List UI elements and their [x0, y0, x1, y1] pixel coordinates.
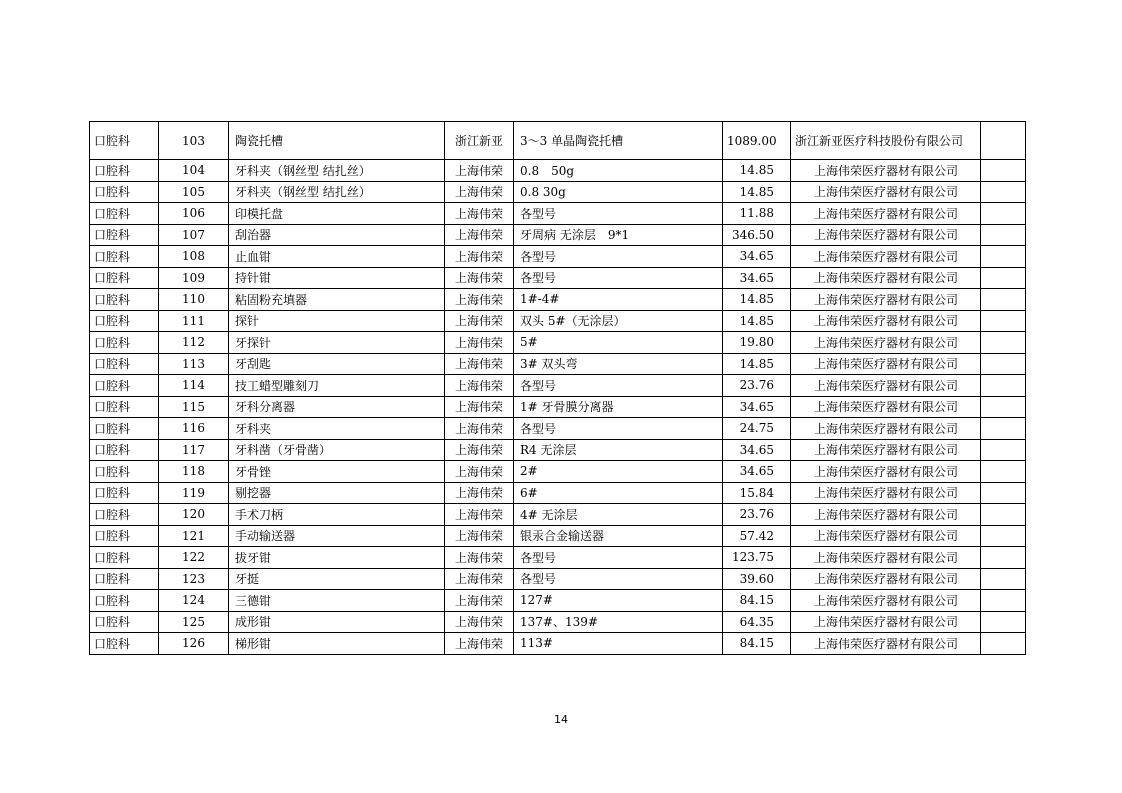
- serial-number-cell: 109: [159, 267, 229, 289]
- company-cell: 上海伟荣医疗器材有限公司: [791, 525, 981, 547]
- blank-cell: [981, 439, 1026, 461]
- table-row: [90, 439, 1026, 461]
- department-cell: 口腔科: [90, 525, 159, 547]
- table-row: [90, 122, 1026, 160]
- table-row: [90, 633, 1026, 655]
- brand-cell: 浙江新亚: [445, 122, 514, 160]
- company-cell: 上海伟荣医疗器材有限公司: [791, 267, 981, 289]
- blank-cell: [981, 160, 1026, 182]
- company-cell: 上海伟荣医疗器材有限公司: [791, 547, 981, 569]
- blank-cell: [981, 482, 1026, 504]
- price-cell: 346.50: [723, 224, 791, 246]
- brand-cell: 上海伟荣: [445, 461, 514, 483]
- company-cell: 上海伟荣医疗器材有限公司: [791, 332, 981, 354]
- brand-cell: 上海伟荣: [445, 160, 514, 182]
- price-cell: 64.35: [723, 611, 791, 633]
- serial-number-cell: 119: [159, 482, 229, 504]
- brand-cell: 上海伟荣: [445, 611, 514, 633]
- price-cell: 84.15: [723, 590, 791, 612]
- table-row: [90, 181, 1026, 203]
- specification-cell: 6#: [514, 482, 723, 504]
- department-cell: 口腔科: [90, 289, 159, 311]
- brand-cell: 上海伟荣: [445, 504, 514, 526]
- department-cell: 口腔科: [90, 568, 159, 590]
- price-cell: 23.76: [723, 504, 791, 526]
- product-name-cell: 剔挖器: [229, 482, 445, 504]
- product-name-cell: 手术刀柄: [229, 504, 445, 526]
- price-cell: 39.60: [723, 568, 791, 590]
- price-cell: 34.65: [723, 439, 791, 461]
- brand-cell: 上海伟荣: [445, 203, 514, 225]
- price-cell: 34.65: [723, 246, 791, 268]
- specification-cell: 各型号: [514, 568, 723, 590]
- department-cell: 口腔科: [90, 504, 159, 526]
- serial-number-cell: 116: [159, 418, 229, 440]
- product-name-cell: 粘固粉充填器: [229, 289, 445, 311]
- blank-cell: [981, 224, 1026, 246]
- product-name-cell: 拔牙钳: [229, 547, 445, 569]
- price-cell: 14.85: [723, 289, 791, 311]
- product-name-cell: 牙科凿（牙骨凿）: [229, 439, 445, 461]
- company-cell: 上海伟荣医疗器材有限公司: [791, 246, 981, 268]
- blank-cell: [981, 203, 1026, 225]
- specification-cell: 3～3 单晶陶瓷托槽: [514, 122, 723, 160]
- serial-number-cell: 124: [159, 590, 229, 612]
- specification-cell: 银汞合金输送器: [514, 525, 723, 547]
- brand-cell: 上海伟荣: [445, 181, 514, 203]
- department-cell: 口腔科: [90, 332, 159, 354]
- department-cell: 口腔科: [90, 203, 159, 225]
- table-row: [90, 482, 1026, 504]
- company-cell: 上海伟荣医疗器材有限公司: [791, 590, 981, 612]
- company-cell: 上海伟荣医疗器材有限公司: [791, 568, 981, 590]
- table-row: [90, 611, 1026, 633]
- serial-number-cell: 125: [159, 611, 229, 633]
- serial-number-cell: 106: [159, 203, 229, 225]
- specification-cell: R4 无涂层: [514, 439, 723, 461]
- blank-cell: [981, 122, 1026, 160]
- table-row: [90, 353, 1026, 375]
- serial-number-cell: 117: [159, 439, 229, 461]
- blank-cell: [981, 246, 1026, 268]
- brand-cell: 上海伟荣: [445, 568, 514, 590]
- product-name-cell: 持针钳: [229, 267, 445, 289]
- brand-cell: 上海伟荣: [445, 633, 514, 655]
- company-cell: 上海伟荣医疗器材有限公司: [791, 461, 981, 483]
- price-cell: 23.76: [723, 375, 791, 397]
- company-cell: 上海伟荣医疗器材有限公司: [791, 504, 981, 526]
- blank-cell: [981, 418, 1026, 440]
- table-row: [90, 203, 1026, 225]
- specification-cell: 113#: [514, 633, 723, 655]
- brand-cell: 上海伟荣: [445, 418, 514, 440]
- department-cell: 口腔科: [90, 396, 159, 418]
- brand-cell: 上海伟荣: [445, 375, 514, 397]
- table-row: [90, 568, 1026, 590]
- product-name-cell: 止血钳: [229, 246, 445, 268]
- product-name-cell: 牙科夹（钢丝型 结扎丝）: [229, 181, 445, 203]
- price-cell: 57.42: [723, 525, 791, 547]
- department-cell: 口腔科: [90, 547, 159, 569]
- table-row: [90, 375, 1026, 397]
- price-cell: 14.85: [723, 353, 791, 375]
- department-cell: 口腔科: [90, 482, 159, 504]
- serial-number-cell: 108: [159, 246, 229, 268]
- brand-cell: 上海伟荣: [445, 525, 514, 547]
- department-cell: 口腔科: [90, 461, 159, 483]
- company-cell: 上海伟荣医疗器材有限公司: [791, 289, 981, 311]
- department-cell: 口腔科: [90, 439, 159, 461]
- company-cell: 上海伟荣医疗器材有限公司: [791, 353, 981, 375]
- product-name-cell: 牙骨锉: [229, 461, 445, 483]
- blank-cell: [981, 332, 1026, 354]
- price-cell: 34.65: [723, 267, 791, 289]
- department-cell: 口腔科: [90, 160, 159, 182]
- specification-cell: 各型号: [514, 246, 723, 268]
- brand-cell: 上海伟荣: [445, 396, 514, 418]
- table-row: [90, 525, 1026, 547]
- specification-cell: 各型号: [514, 547, 723, 569]
- company-cell: 上海伟荣医疗器材有限公司: [791, 203, 981, 225]
- specification-cell: 3# 双头弯: [514, 353, 723, 375]
- company-cell: 上海伟荣医疗器材有限公司: [791, 633, 981, 655]
- blank-cell: [981, 547, 1026, 569]
- blank-cell: [981, 568, 1026, 590]
- table-row: [90, 590, 1026, 612]
- company-cell: 上海伟荣医疗器材有限公司: [791, 396, 981, 418]
- specification-cell: 各型号: [514, 375, 723, 397]
- price-table: [89, 121, 1026, 655]
- blank-cell: [981, 633, 1026, 655]
- department-cell: 口腔科: [90, 267, 159, 289]
- table-row: [90, 224, 1026, 246]
- table-row: [90, 267, 1026, 289]
- table-row: [90, 289, 1026, 311]
- company-cell: 上海伟荣医疗器材有限公司: [791, 181, 981, 203]
- blank-cell: [981, 267, 1026, 289]
- specification-cell: 4# 无涂层: [514, 504, 723, 526]
- table-row: [90, 396, 1026, 418]
- table-row: [90, 310, 1026, 332]
- brand-cell: 上海伟荣: [445, 482, 514, 504]
- company-cell: 上海伟荣医疗器材有限公司: [791, 160, 981, 182]
- company-cell: 上海伟荣医疗器材有限公司: [791, 439, 981, 461]
- specification-cell: 各型号: [514, 418, 723, 440]
- brand-cell: 上海伟荣: [445, 289, 514, 311]
- product-name-cell: 梯形钳: [229, 633, 445, 655]
- brand-cell: 上海伟荣: [445, 439, 514, 461]
- specification-cell: 各型号: [514, 203, 723, 225]
- department-cell: 口腔科: [90, 122, 159, 160]
- serial-number-cell: 126: [159, 633, 229, 655]
- table-row: [90, 418, 1026, 440]
- serial-number-cell: 107: [159, 224, 229, 246]
- department-cell: 口腔科: [90, 353, 159, 375]
- table-body: [90, 122, 1026, 655]
- department-cell: 口腔科: [90, 310, 159, 332]
- price-cell: 11.88: [723, 203, 791, 225]
- product-name-cell: 牙科分离器: [229, 396, 445, 418]
- product-name-cell: 牙科夹（钢丝型 结扎丝）: [229, 160, 445, 182]
- serial-number-cell: 118: [159, 461, 229, 483]
- price-cell: 123.75: [723, 547, 791, 569]
- serial-number-cell: 112: [159, 332, 229, 354]
- blank-cell: [981, 310, 1026, 332]
- product-name-cell: 陶瓷托槽: [229, 122, 445, 160]
- blank-cell: [981, 396, 1026, 418]
- product-name-cell: 牙挺: [229, 568, 445, 590]
- product-name-cell: 牙科夹: [229, 418, 445, 440]
- price-cell: 19.80: [723, 332, 791, 354]
- serial-number-cell: 121: [159, 525, 229, 547]
- department-cell: 口腔科: [90, 224, 159, 246]
- product-name-cell: 手动输送器: [229, 525, 445, 547]
- specification-cell: 127#: [514, 590, 723, 612]
- specification-cell: 1#-4#: [514, 289, 723, 311]
- company-cell: 上海伟荣医疗器材有限公司: [791, 482, 981, 504]
- serial-number-cell: 111: [159, 310, 229, 332]
- department-cell: 口腔科: [90, 633, 159, 655]
- product-name-cell: 印模托盘: [229, 203, 445, 225]
- blank-cell: [981, 289, 1026, 311]
- brand-cell: 上海伟荣: [445, 246, 514, 268]
- price-cell: 84.15: [723, 633, 791, 655]
- price-cell: 14.85: [723, 181, 791, 203]
- company-cell: 上海伟荣医疗器材有限公司: [791, 375, 981, 397]
- department-cell: 口腔科: [90, 181, 159, 203]
- serial-number-cell: 123: [159, 568, 229, 590]
- specification-cell: 5#: [514, 332, 723, 354]
- table-row: [90, 160, 1026, 182]
- specification-cell: 0.8 30g: [514, 181, 723, 203]
- specification-cell: 牙周病 无涂层 9*1: [514, 224, 723, 246]
- specification-cell: 2#: [514, 461, 723, 483]
- brand-cell: 上海伟荣: [445, 590, 514, 612]
- company-cell: 上海伟荣医疗器材有限公司: [791, 224, 981, 246]
- blank-cell: [981, 375, 1026, 397]
- blank-cell: [981, 590, 1026, 612]
- product-name-cell: 刮治器: [229, 224, 445, 246]
- blank-cell: [981, 611, 1026, 633]
- product-name-cell: 三德钳: [229, 590, 445, 612]
- serial-number-cell: 114: [159, 375, 229, 397]
- brand-cell: 上海伟荣: [445, 547, 514, 569]
- company-cell: 浙江新亚医疗科技股份有限公司: [791, 122, 981, 160]
- product-name-cell: 牙探针: [229, 332, 445, 354]
- company-cell: 上海伟荣医疗器材有限公司: [791, 418, 981, 440]
- blank-cell: [981, 353, 1026, 375]
- department-cell: 口腔科: [90, 418, 159, 440]
- serial-number-cell: 120: [159, 504, 229, 526]
- company-cell: 上海伟荣医疗器材有限公司: [791, 611, 981, 633]
- blank-cell: [981, 181, 1026, 203]
- page-number: 14: [554, 713, 568, 726]
- product-name-cell: 探针: [229, 310, 445, 332]
- blank-cell: [981, 525, 1026, 547]
- price-cell: 24.75: [723, 418, 791, 440]
- table-row: [90, 246, 1026, 268]
- department-cell: 口腔科: [90, 590, 159, 612]
- blank-cell: [981, 504, 1026, 526]
- product-name-cell: 技工蜡型雕刻刀: [229, 375, 445, 397]
- serial-number-cell: 113: [159, 353, 229, 375]
- product-name-cell: 牙刮匙: [229, 353, 445, 375]
- serial-number-cell: 115: [159, 396, 229, 418]
- price-cell: 15.84: [723, 482, 791, 504]
- serial-number-cell: 110: [159, 289, 229, 311]
- department-cell: 口腔科: [90, 611, 159, 633]
- specification-cell: 1# 牙骨膜分离器: [514, 396, 723, 418]
- department-cell: 口腔科: [90, 246, 159, 268]
- brand-cell: 上海伟荣: [445, 332, 514, 354]
- price-cell: 34.65: [723, 461, 791, 483]
- specification-cell: 137#、139#: [514, 611, 723, 633]
- table-row: [90, 461, 1026, 483]
- brand-cell: 上海伟荣: [445, 353, 514, 375]
- price-cell: 14.85: [723, 160, 791, 182]
- product-name-cell: 成形钳: [229, 611, 445, 633]
- price-cell: 34.65: [723, 396, 791, 418]
- company-cell: 上海伟荣医疗器材有限公司: [791, 310, 981, 332]
- table-row: [90, 332, 1026, 354]
- brand-cell: 上海伟荣: [445, 267, 514, 289]
- serial-number-cell: 103: [159, 122, 229, 160]
- brand-cell: 上海伟荣: [445, 224, 514, 246]
- table-row: [90, 504, 1026, 526]
- specification-cell: 各型号: [514, 267, 723, 289]
- table-row: [90, 547, 1026, 569]
- department-cell: 口腔科: [90, 375, 159, 397]
- serial-number-cell: 105: [159, 181, 229, 203]
- price-cell: 1089.00: [723, 122, 791, 160]
- specification-cell: 双头 5#（无涂层）: [514, 310, 723, 332]
- brand-cell: 上海伟荣: [445, 310, 514, 332]
- blank-cell: [981, 461, 1026, 483]
- serial-number-cell: 104: [159, 160, 229, 182]
- price-cell: 14.85: [723, 310, 791, 332]
- serial-number-cell: 122: [159, 547, 229, 569]
- specification-cell: 0.8 50g: [514, 160, 723, 182]
